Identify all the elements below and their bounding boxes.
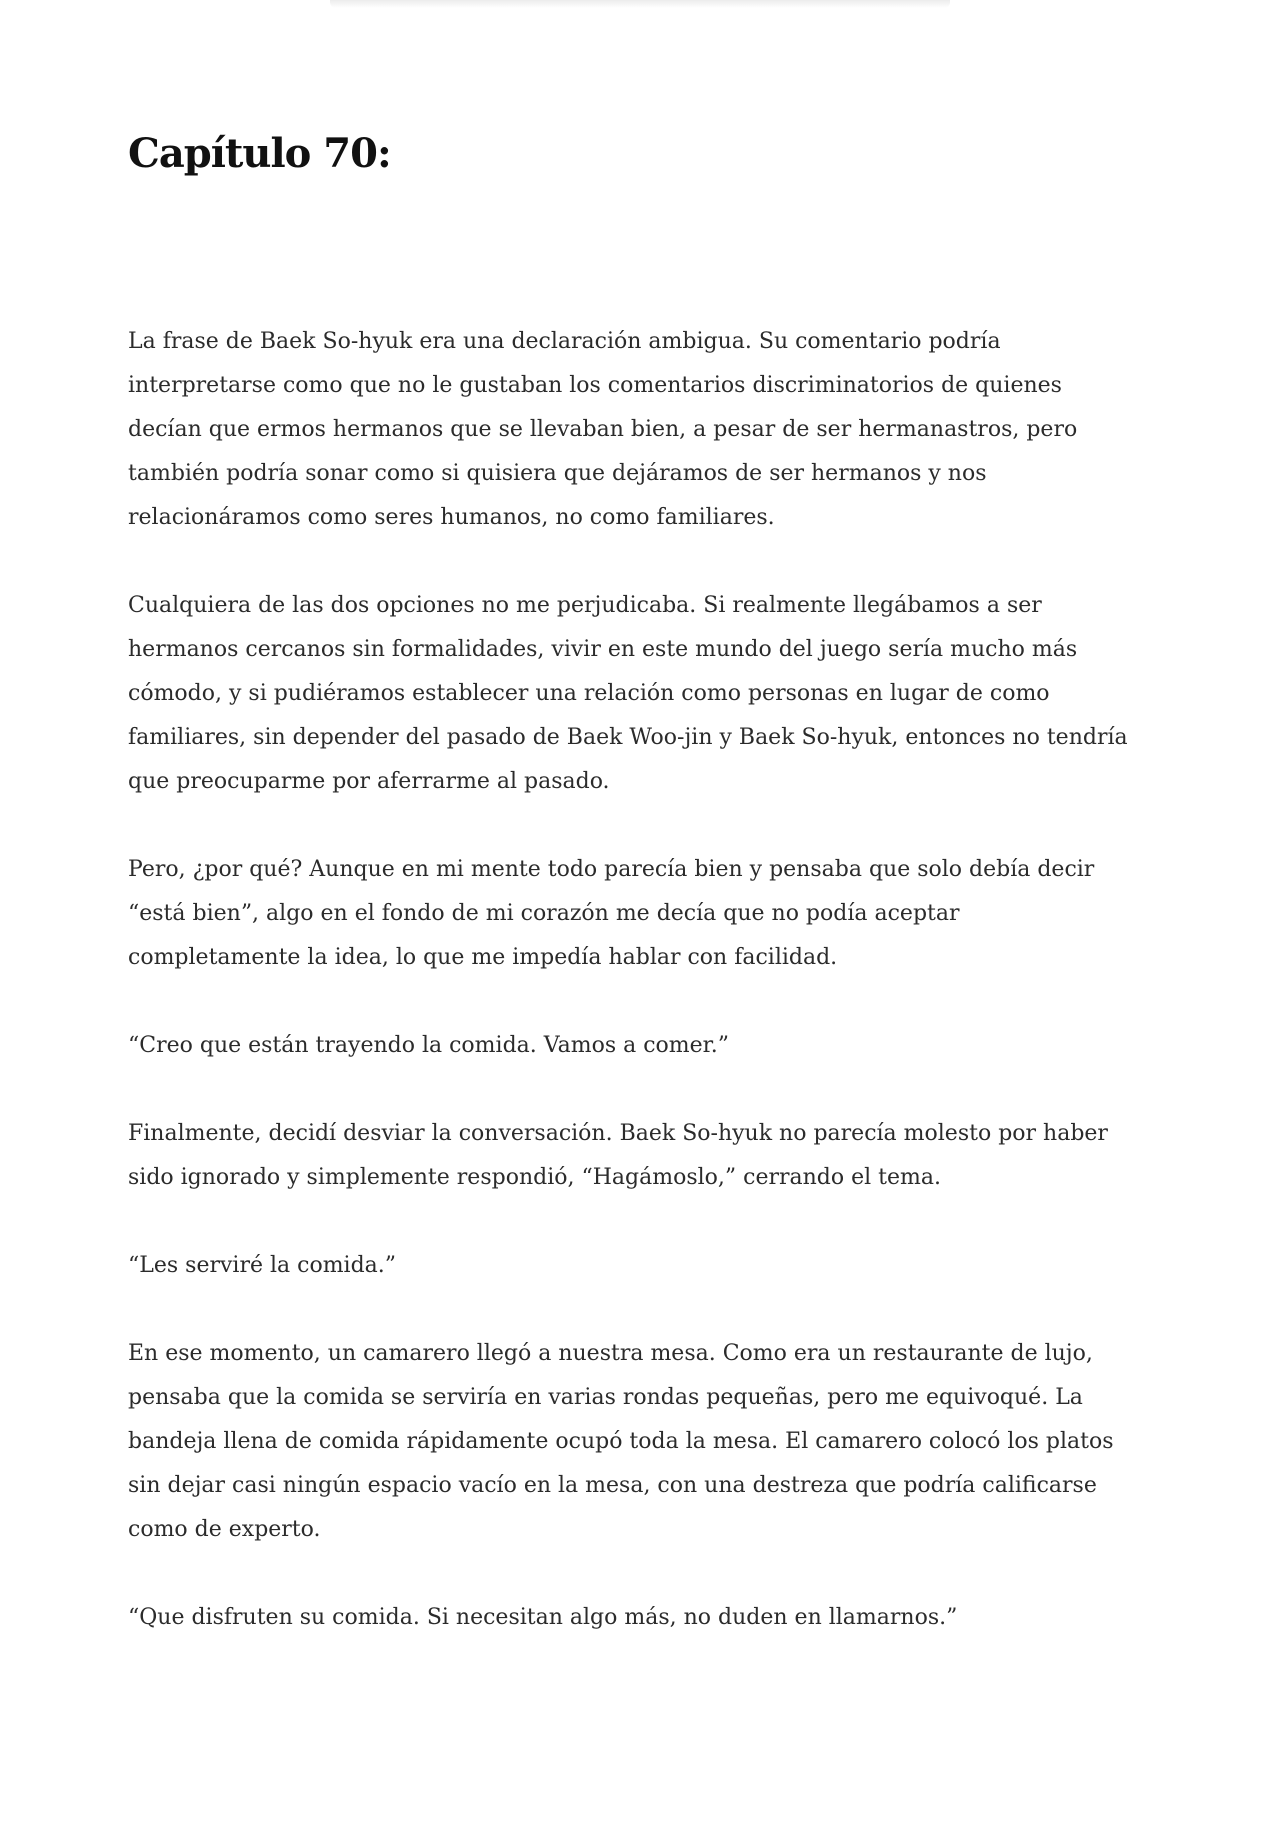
text-line: como de experto.	[128, 1517, 321, 1542]
paragraph	[128, 1244, 1188, 1288]
text-line: también podría sonar como si quisiera que dejáramos de ser hermanos y nos	[128, 461, 987, 486]
paragraph	[128, 320, 1188, 540]
text-line: sin dejar casi ningún espacio vacío en la mesa, con una destreza que podría calificarse	[128, 1473, 1097, 1498]
top-bar	[330, 0, 950, 8]
text-line: completamente la idea, lo que me impedía hablar con facilidad.	[128, 945, 838, 970]
paragraph	[128, 584, 1188, 804]
text-line: “Les serviré la comida.”	[128, 1253, 397, 1278]
text-line: Finalmente, decidí desviar la conversación. Baek So-hyuk no parecía molesto por haber	[128, 1121, 1108, 1146]
text-line: pensaba que la comida se serviría en varias rondas pequeñas, pero me equivoqué. La	[128, 1385, 1083, 1410]
text-line: decían que ermos hermanos que se llevaban bien, a pesar de ser hermanastros, pero	[128, 417, 1078, 442]
text-line: En ese momento, un camarero llegó a nuestra mesa. Como era un restaurante de lujo,	[128, 1341, 1093, 1366]
text-line: Pero, ¿por qué? Aunque en mi mente todo parecía bien y pensaba que solo debía decir	[128, 857, 1095, 882]
paragraph	[128, 1112, 1188, 1200]
text-line: interpretarse como que no le gustaban los comentarios discriminatorios de quienes	[128, 373, 1062, 398]
text-line: relacionáramos como seres humanos, no como familiares.	[128, 505, 775, 530]
text-line: que preocuparme por aferrarme al pasado.	[128, 769, 610, 794]
text-line: “Que disfruten su comida. Si necesitan algo más, no duden en llamarnos.”	[128, 1605, 958, 1630]
paragraph	[128, 1332, 1188, 1552]
text-line: “Creo que están trayendo la comida. Vamos a comer.”	[128, 1033, 730, 1058]
paragraph	[128, 1596, 1188, 1640]
text-line: hermanos cercanos sin formalidades, vivir en este mundo del juego sería mucho más	[128, 637, 1078, 662]
text-line: familiares, sin depender del pasado de Baek Woo-jin y Baek So-hyuk, entonces no tendría	[128, 725, 1128, 750]
text-line: Cualquiera de las dos opciones no me perjudicaba. Si realmente llegábamos a ser	[128, 593, 1042, 618]
article-body	[128, 320, 1188, 1684]
text-line: sido ignorado y simplemente respondió, “Hagámoslo,” cerrando el tema.	[128, 1165, 941, 1190]
text-line: cómodo, y si pudiéramos establecer una relación como personas en lugar de como	[128, 681, 1050, 706]
paragraph	[128, 1024, 1188, 1068]
chapter-title: Capítulo 70:	[128, 130, 391, 177]
paragraph	[128, 848, 1188, 980]
text-line: “está bien”, algo en el fondo de mi corazón me decía que no podía aceptar	[128, 901, 960, 926]
text-line: La frase de Baek So-hyuk era una declaración ambigua. Su comentario podría	[128, 329, 1001, 354]
text-line: bandeja llena de comida rápidamente ocupó toda la mesa. El camarero colocó los platos	[128, 1429, 1114, 1454]
